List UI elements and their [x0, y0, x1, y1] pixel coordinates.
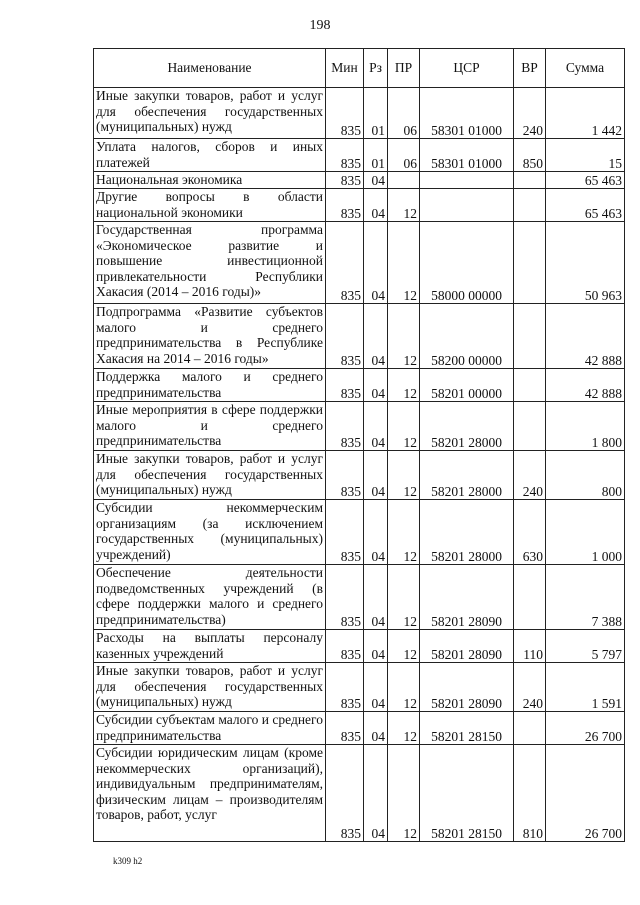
- row-min: 835: [326, 189, 364, 222]
- header-name: Наименование: [94, 49, 326, 88]
- row-min: 835: [326, 565, 364, 630]
- row-name: Иные мероприятия в сфере поддержки малого и среднего предпринимательства: [94, 402, 326, 451]
- row-min: 835: [326, 745, 364, 842]
- table-row: [94, 451, 625, 500]
- row-pr: 12: [388, 745, 420, 842]
- table-row: [94, 304, 625, 369]
- row-rz: 04: [364, 712, 388, 745]
- row-min: 835: [326, 451, 364, 500]
- row-csr: 58301 01000: [420, 88, 514, 139]
- row-pr: 12: [388, 304, 420, 369]
- row-sum: 5 797: [546, 630, 625, 663]
- row-pr: 06: [388, 88, 420, 139]
- row-pr: 06: [388, 139, 420, 172]
- row-pr: 12: [388, 630, 420, 663]
- row-pr: 12: [388, 712, 420, 745]
- row-pr: 12: [388, 451, 420, 500]
- row-sum: 7 388: [546, 565, 625, 630]
- row-vr: 240: [514, 451, 546, 500]
- row-min: 835: [326, 172, 364, 189]
- table-row: [94, 663, 625, 712]
- row-sum: 26 700: [546, 745, 625, 842]
- row-csr: 58000 00000: [420, 222, 514, 304]
- row-csr: 58201 28090: [420, 565, 514, 630]
- row-rz: 04: [364, 189, 388, 222]
- row-vr: [514, 565, 546, 630]
- table-row: [94, 565, 625, 630]
- row-vr: [514, 172, 546, 189]
- row-csr: 58201 28000: [420, 500, 514, 565]
- row-pr: 12: [388, 565, 420, 630]
- row-vr: [514, 369, 546, 402]
- row-name: Иные закупки товаров, работ и услуг для обеспечения государственных (муниципальных) нужд: [94, 663, 326, 712]
- row-name: Субсидии юридическим лицам (кроме некоммерческих организаций), индивидуальным предпринимателям, физическим лицам – производителям товаров, работ, услуг: [94, 745, 326, 842]
- table-row: [94, 745, 625, 842]
- row-pr: [388, 172, 420, 189]
- row-rz: 01: [364, 139, 388, 172]
- row-min: 835: [326, 369, 364, 402]
- row-csr: [420, 189, 514, 222]
- row-csr: 58201 00000: [420, 369, 514, 402]
- budget-table: [93, 48, 625, 842]
- row-vr: 110: [514, 630, 546, 663]
- row-csr: 58201 28000: [420, 402, 514, 451]
- row-rz: 04: [364, 172, 388, 189]
- row-sum: 42 888: [546, 304, 625, 369]
- row-rz: 04: [364, 663, 388, 712]
- row-rz: 04: [364, 402, 388, 451]
- row-sum: 800: [546, 451, 625, 500]
- row-pr: 12: [388, 500, 420, 565]
- table-row: [94, 189, 625, 222]
- row-name: Иные закупки товаров, работ и услуг для обеспечения государственных (муниципальных) нужд: [94, 88, 326, 139]
- row-sum: 26 700: [546, 712, 625, 745]
- row-sum: 1 800: [546, 402, 625, 451]
- row-vr: 850: [514, 139, 546, 172]
- row-vr: 240: [514, 88, 546, 139]
- table-row: [94, 630, 625, 663]
- row-min: 835: [326, 304, 364, 369]
- table-row: [94, 222, 625, 304]
- header-rz: Рз: [364, 49, 388, 88]
- row-csr: 58200 00000: [420, 304, 514, 369]
- row-csr: 58201 28150: [420, 745, 514, 842]
- row-rz: 04: [364, 369, 388, 402]
- row-name: Уплата налогов, сборов и иных платежей: [94, 139, 326, 172]
- row-pr: 12: [388, 189, 420, 222]
- row-min: 835: [326, 402, 364, 451]
- row-rz: 04: [364, 745, 388, 842]
- row-rz: 04: [364, 451, 388, 500]
- row-sum: 1 000: [546, 500, 625, 565]
- row-rz: 04: [364, 222, 388, 304]
- row-name: Обеспечение деятельности подведомственных учреждений (в сфере поддержки малого и среднего предпринимательства): [94, 565, 326, 630]
- row-rz: 04: [364, 304, 388, 369]
- row-min: 835: [326, 712, 364, 745]
- row-vr: [514, 712, 546, 745]
- row-pr: 12: [388, 402, 420, 451]
- row-sum: 65 463: [546, 172, 625, 189]
- row-sum: 50 963: [546, 222, 625, 304]
- row-vr: 630: [514, 500, 546, 565]
- header-sum: Сумма: [546, 49, 625, 88]
- row-name: Иные закупки товаров, работ и услуг для обеспечения государственных (муниципальных) нужд: [94, 451, 326, 500]
- row-pr: 12: [388, 663, 420, 712]
- row-rz: 04: [364, 630, 388, 663]
- table-row: [94, 402, 625, 451]
- page-number: 198: [309, 18, 331, 33]
- row-vr: 810: [514, 745, 546, 842]
- table-header-row: [94, 49, 625, 88]
- row-vr: [514, 402, 546, 451]
- row-min: 835: [326, 88, 364, 139]
- row-csr: 58201 28090: [420, 630, 514, 663]
- row-sum: 1 442: [546, 88, 625, 139]
- row-pr: 12: [388, 222, 420, 304]
- table-row: [94, 712, 625, 745]
- row-csr: 58301 01000: [420, 139, 514, 172]
- header-csr: ЦСР: [420, 49, 514, 88]
- footer-code: k309 h2: [113, 856, 143, 866]
- row-sum: 1 591: [546, 663, 625, 712]
- row-csr: 58201 28150: [420, 712, 514, 745]
- row-csr: 58201 28000: [420, 451, 514, 500]
- row-name: Субсидии некоммерческим организациям (за исключением государственных (муниципальных) учреждений): [94, 500, 326, 565]
- row-name: Подпрограмма «Развитие субъектов малого и среднего предпринимательства в Республике Хакасия на 2014 – 2016 годы»: [94, 304, 326, 369]
- row-min: 835: [326, 222, 364, 304]
- table-row: [94, 172, 625, 189]
- row-min: 835: [326, 500, 364, 565]
- row-min: 835: [326, 630, 364, 663]
- table-row: [94, 369, 625, 402]
- row-pr: 12: [388, 369, 420, 402]
- row-min: 835: [326, 139, 364, 172]
- row-min: 835: [326, 663, 364, 712]
- row-name: Субсидии субъектам малого и среднего предпринимательства: [94, 712, 326, 745]
- table-row: [94, 139, 625, 172]
- row-vr: 240: [514, 663, 546, 712]
- header-vr: ВР: [514, 49, 546, 88]
- row-name: Расходы на выплаты персоналу казенных учреждений: [94, 630, 326, 663]
- table-row: [94, 500, 625, 565]
- row-name: Государственная программа «Экономическое развитие и повышение инвестиционной привлекательности Республики Хакасия (2014 – 2016 годы)»: [94, 222, 326, 304]
- header-pr: ПР: [388, 49, 420, 88]
- row-csr: 58201 28090: [420, 663, 514, 712]
- table-row: [94, 88, 625, 139]
- row-csr: [420, 172, 514, 189]
- row-rz: 04: [364, 565, 388, 630]
- row-vr: [514, 222, 546, 304]
- header-min: Мин: [326, 49, 364, 88]
- row-name: Национальная экономика: [94, 172, 326, 189]
- row-sum: 15: [546, 139, 625, 172]
- row-name: Другие вопросы в области национальной экономики: [94, 189, 326, 222]
- row-sum: 65 463: [546, 189, 625, 222]
- row-rz: 04: [364, 500, 388, 565]
- row-vr: [514, 304, 546, 369]
- row-vr: [514, 189, 546, 222]
- row-sum: 42 888: [546, 369, 625, 402]
- row-name: Поддержка малого и среднего предпринимательства: [94, 369, 326, 402]
- row-rz: 01: [364, 88, 388, 139]
